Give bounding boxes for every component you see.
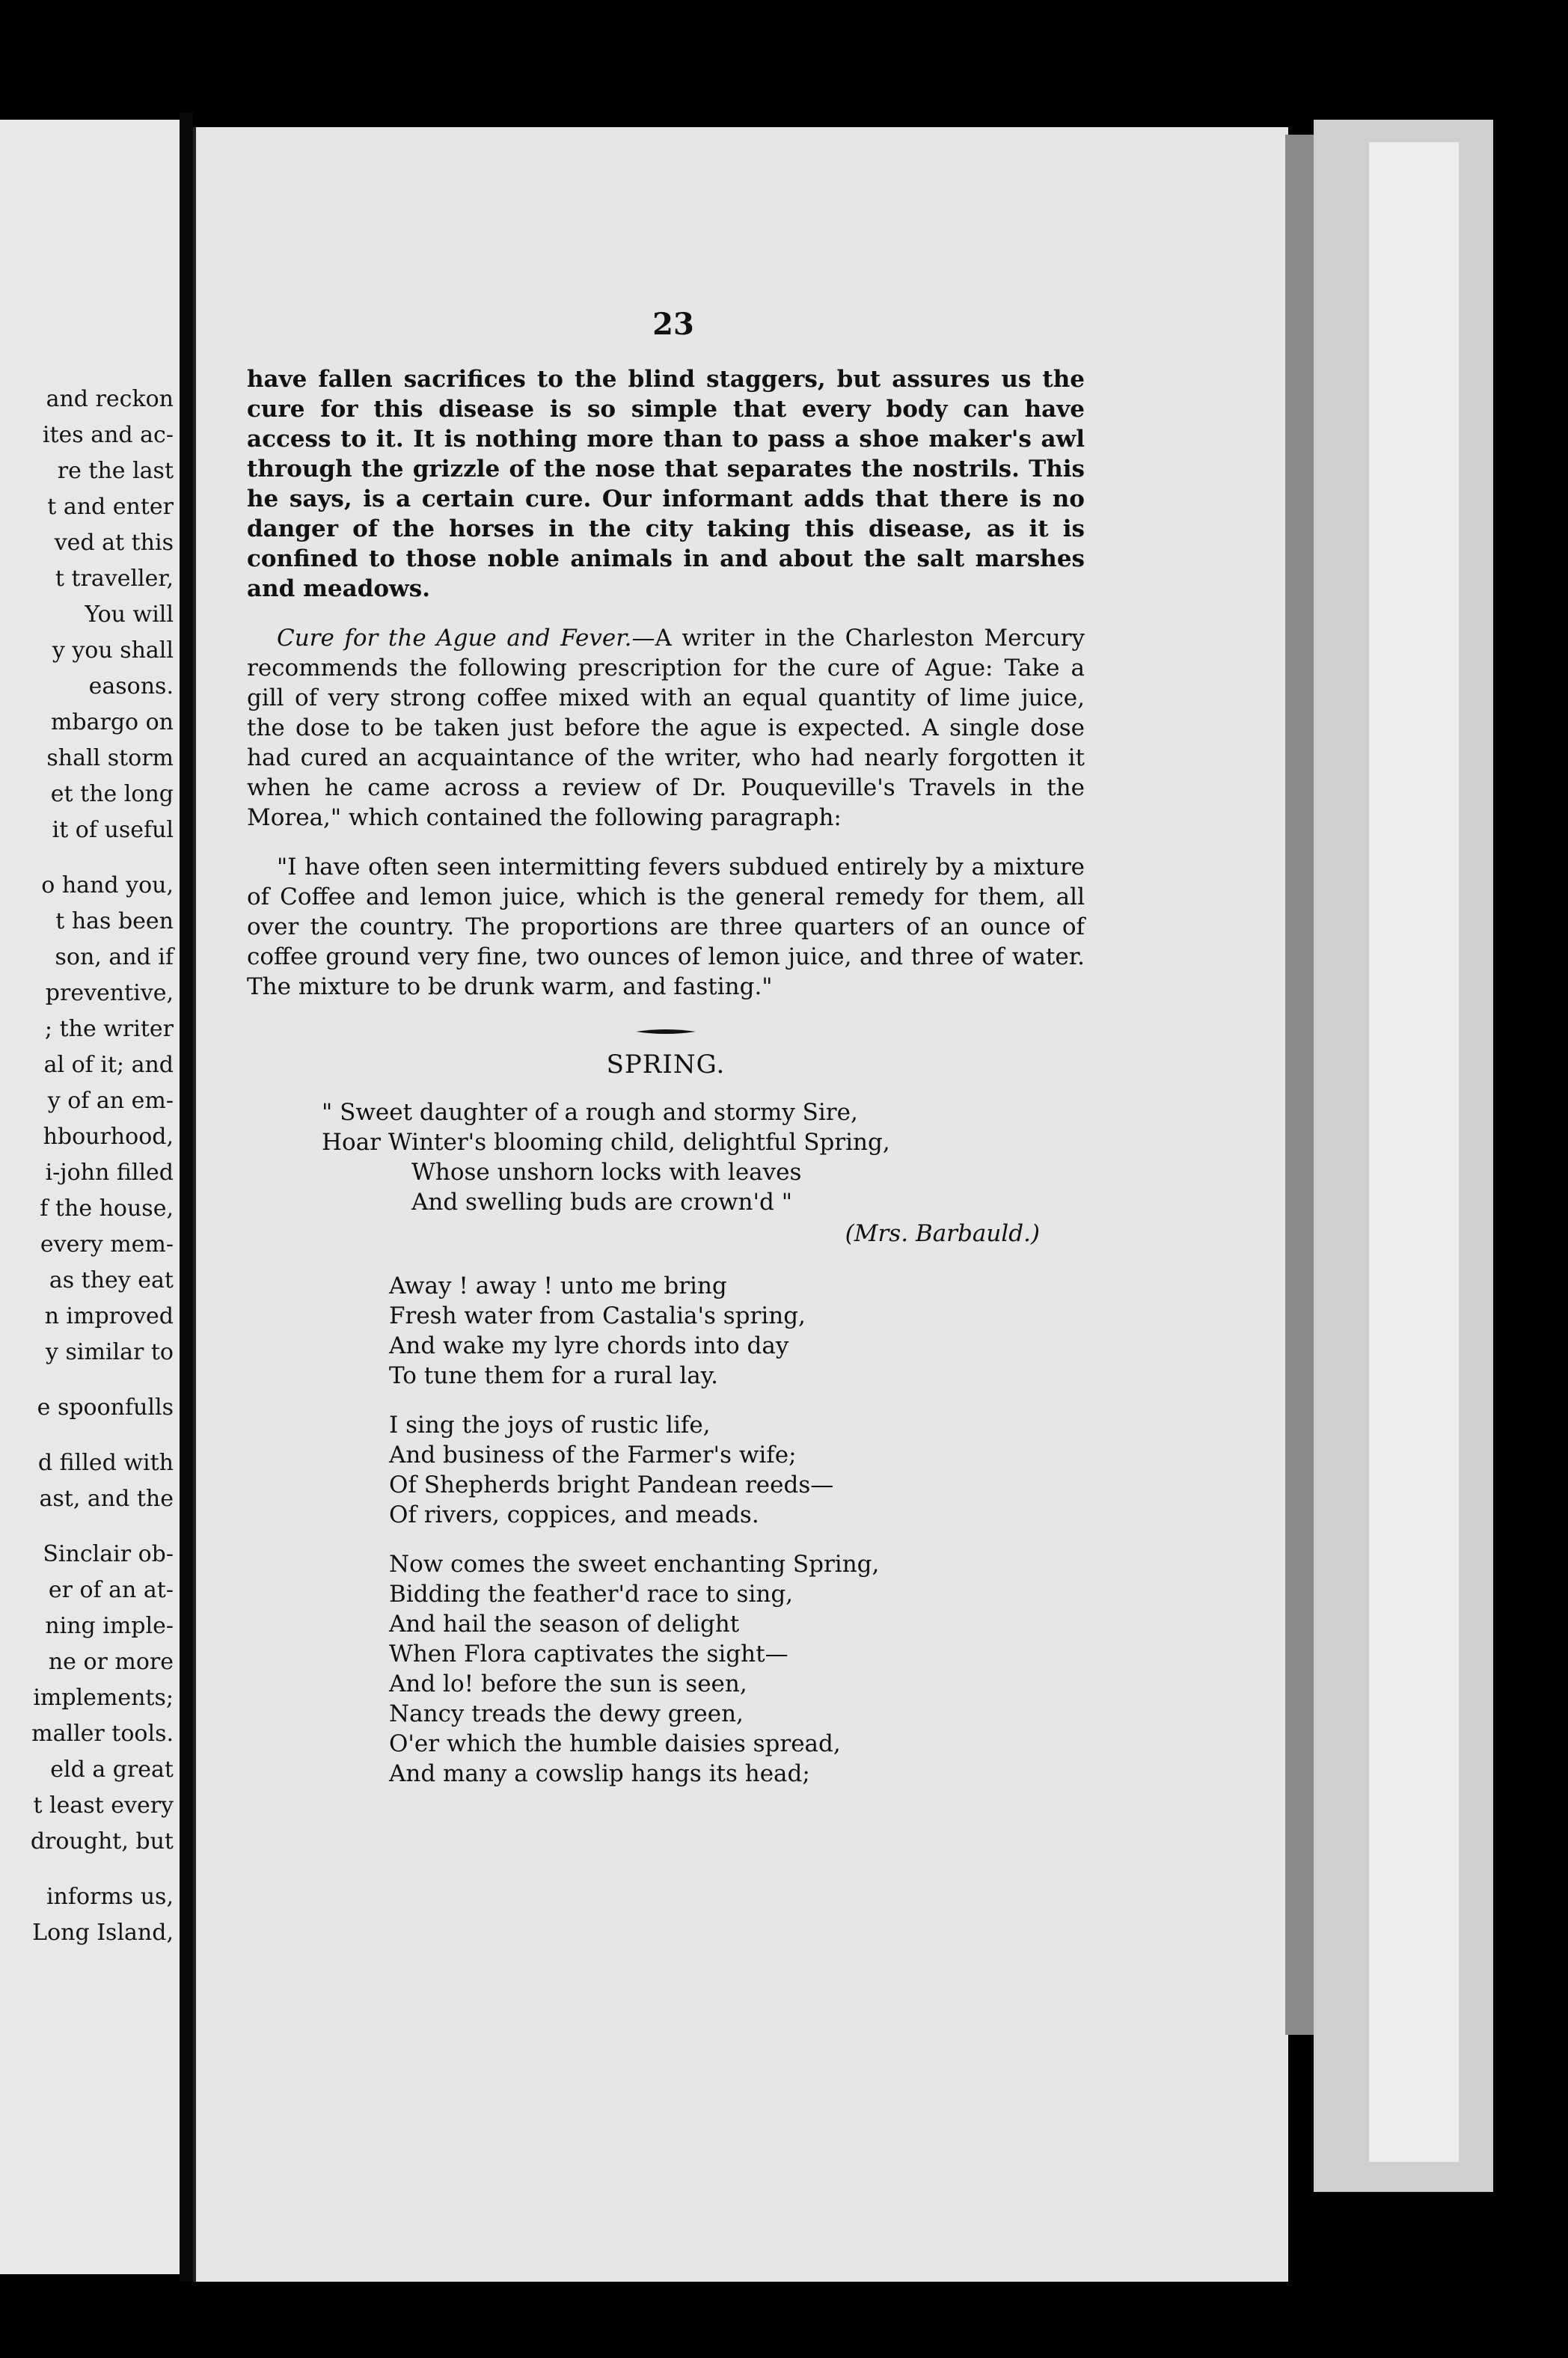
left-line: f the house, <box>40 1195 174 1222</box>
left-line: mbargo on <box>50 709 174 735</box>
left-line: o hand you, <box>41 872 174 898</box>
left-line: maller tools. <box>31 1721 174 1747</box>
stanza-2 <box>389 1410 1085 1530</box>
page-content <box>247 307 1085 1808</box>
left-page-text <box>0 382 174 1951</box>
verse-line: And hail the season of delight <box>389 1611 740 1638</box>
left-line: ites and ac- <box>42 422 174 448</box>
paragraph-quote: "I have often seen intermitting fevers subdued entirely by a mixture of Coffee and lemon juice, which is the general remedy for them, all over the country. The proportions are three quarters of an ounce of coffee ground very fine, two ounces of lemon juice, and three of water. The mixture to be drunk warm, and fasting." <box>247 854 1085 1000</box>
left-line: easons. <box>88 673 174 699</box>
left-page <box>0 120 180 2274</box>
left-line: preventive, <box>45 980 174 1006</box>
verse-line: And lo! before the sun is seen, <box>389 1670 747 1697</box>
left-line: ast, and the <box>39 1486 174 1512</box>
left-line: et the long <box>50 781 174 807</box>
left-line: implements; <box>33 1685 174 1711</box>
stanza-3 <box>389 1549 1085 1789</box>
verse-line: And business of the Farmer's wife; <box>389 1442 797 1469</box>
left-line: eld a great <box>50 1757 174 1783</box>
verse-line: Now comes the sweet enchanting Spring, <box>389 1551 880 1578</box>
verse-line: When Flora captivates the sight— <box>389 1641 788 1668</box>
verse-line: Of Shepherds bright Pandean reeds— <box>389 1472 834 1498</box>
epigraph-line: " Sweet daughter of a rough and stormy Sire, <box>322 1099 858 1126</box>
left-line: and reckon <box>46 386 174 412</box>
left-line: y of an em- <box>47 1088 174 1114</box>
page-edge <box>1285 135 1314 2035</box>
ague-body: —A writer in the Charleston Mercury recommends the following prescription for the cure of Ague: Take a gill of very strong coffee mixed with an equal quantity of lime juice, the dose to be taken just before the ague is expected. A single dose had cured an acquaintance of the writer, who had nearly forgotten it when he came across a review of Dr. Pouqueville's Travels in the Morea," which contained the following paragraph: <box>247 625 1085 831</box>
verse-line: And many a cowslip hangs its head; <box>389 1760 810 1787</box>
verse-line: And wake my lyre chords into day <box>389 1332 789 1359</box>
left-line: ne or more <box>48 1649 174 1675</box>
verse-line: To tune them for a rural lay. <box>389 1362 719 1389</box>
left-line: e spoonfulls <box>37 1394 174 1421</box>
left-line: Sinclair ob- <box>43 1541 174 1567</box>
verse-line: Bidding the feather'd race to sing, <box>389 1581 794 1608</box>
poem-epigraph <box>322 1097 1085 1249</box>
left-line: son, and if <box>55 944 174 970</box>
left-line: t traveller, <box>55 566 174 592</box>
stanza-1 <box>389 1271 1085 1391</box>
left-line: hbourhood, <box>43 1124 174 1150</box>
paragraph-ague <box>247 623 1085 833</box>
epigraph-line: Whose unshorn locks with leaves <box>411 1159 802 1186</box>
left-line: n improved <box>44 1303 174 1329</box>
verse-line: O'er which the humble daisies spread, <box>389 1730 841 1757</box>
page-number: 23 <box>652 307 694 342</box>
left-line: as they eat <box>49 1267 174 1293</box>
left-line: t has been <box>55 908 174 934</box>
ague-heading: Cure for the Ague and Fever. <box>277 625 632 652</box>
left-line: t least every <box>33 1792 174 1819</box>
left-line: y similar to <box>46 1339 174 1365</box>
left-line: every mem- <box>40 1231 174 1258</box>
left-line: ved at this <box>54 530 174 556</box>
left-line: al of it; and <box>43 1052 174 1078</box>
left-line: drought, but <box>30 1828 174 1855</box>
left-line: it of useful <box>52 817 174 843</box>
left-line: ning imple- <box>45 1613 174 1639</box>
left-line: You will <box>85 601 174 628</box>
left-line: er of an at- <box>48 1577 174 1603</box>
verse-line: Nancy treads the dewy green, <box>389 1700 744 1727</box>
verse-line: Of rivers, coppices, and meads. <box>389 1501 759 1528</box>
left-line: ; the writer <box>44 1016 174 1042</box>
left-line: y you shall <box>52 637 174 664</box>
left-line: i-john filled <box>45 1160 174 1186</box>
left-line: re the last <box>57 458 174 484</box>
left-line: d filled with <box>37 1450 174 1476</box>
epigraph-attribution: (Mrs. Barbauld.) <box>845 1220 1040 1247</box>
verse-line: Away ! away ! unto me bring <box>389 1273 727 1299</box>
left-line: Long Island, <box>32 1920 174 1946</box>
ornament-divider-icon <box>636 1027 696 1036</box>
epigraph-line: Hoar Winter's blooming child, delightful Spring, <box>322 1129 890 1156</box>
left-line: shall storm <box>46 745 174 771</box>
left-line: informs us, <box>46 1884 174 1910</box>
verse-line: Fresh water from Castalia's spring, <box>389 1302 806 1329</box>
left-line: t and enter <box>47 494 174 520</box>
book-gutter <box>180 112 193 2282</box>
back-pages <box>1369 142 1459 2162</box>
verse-line: I sing the joys of rustic life, <box>389 1412 711 1439</box>
paragraph-staggers: have fallen sacrifices to the blind staggers, but assures us the cure for this disease is so simple that every body can have access to it. It is nothing more than to pass a shoe maker's awl through the grizzle of the nose that separates the nostrils. This he says, is a certain cure. Our informant adds that there is no danger of the horses in the city taking this disease, as it is confined to those noble animals in and about the salt marshes and meadows. <box>247 366 1085 602</box>
epigraph-line: And swelling buds are crown'd " <box>411 1189 792 1216</box>
poem-title: SPRING. <box>606 1050 726 1080</box>
